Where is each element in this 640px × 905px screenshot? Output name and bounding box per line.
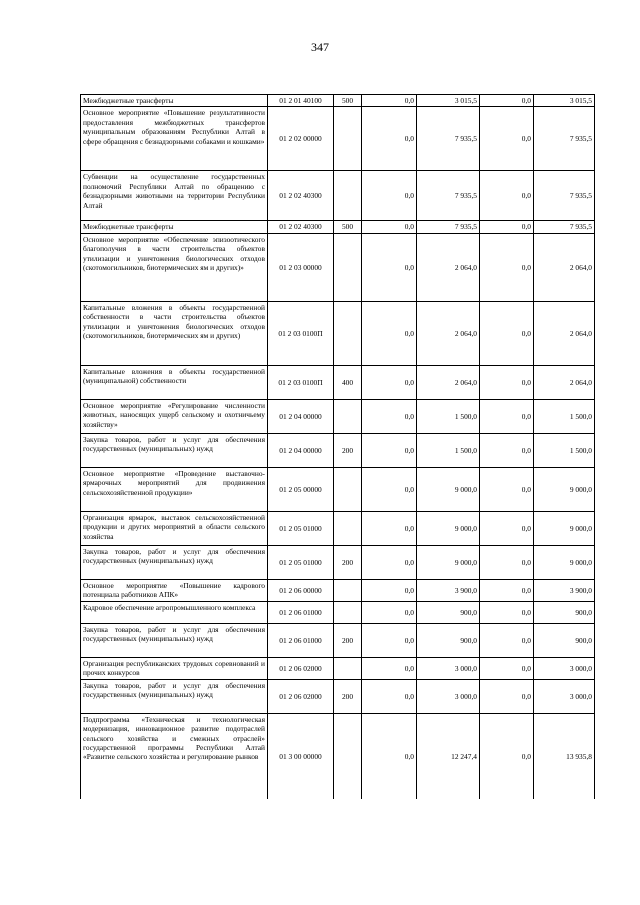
row-value-4: 9 000,0 [534,467,595,511]
row-value-2: 900,0 [417,601,480,623]
row-name: Межбюджетные трансферты [81,95,268,107]
row-value-4: 2 064,0 [534,301,595,365]
table-row [81,623,595,657]
row-code: 01 2 03 0100П [268,365,334,399]
row-value-2: 3 015,5 [417,95,480,107]
row-value-2: 3 900,0 [417,579,480,601]
row-value-4: 13 935,8 [534,713,595,799]
row-code: 01 2 05 01000 [268,545,334,579]
row-value-1: 0,0 [362,545,417,579]
row-code: 01 2 05 00000 [268,467,334,511]
row-value-4: 1 500,0 [534,433,595,467]
row-value-3: 0,0 [480,579,534,601]
row-value-3: 0,0 [480,365,534,399]
row-value-3: 0,0 [480,433,534,467]
row-value-3: 0,0 [480,301,534,365]
table-body [81,95,595,800]
table-row [81,579,595,601]
row-value-2: 900,0 [417,623,480,657]
row-expense-type [334,657,362,679]
row-name: Закупка товаров, работ и услуг для обеспечения государственных (муниципальных) нужд [81,545,268,579]
table-row [81,433,595,467]
row-value-1: 0,0 [362,301,417,365]
row-value-3: 0,0 [480,221,534,233]
table-row [81,511,595,545]
row-expense-type: 200 [334,679,362,713]
row-name: Основное мероприятие «Регулирование численности животных, наносящих ущерб сельскому и охотничьему хозяйству» [81,399,268,433]
row-expense-type: 200 [334,433,362,467]
row-value-3: 0,0 [480,95,534,107]
row-code: 01 2 06 02000 [268,679,334,713]
row-name: Закупка товаров, работ и услуг для обеспечения государственных (муниципальных) нужд [81,679,268,713]
row-value-4: 900,0 [534,601,595,623]
row-value-3: 0,0 [480,679,534,713]
row-name: Основное мероприятие «Проведение выставочно-ярмарочных мероприятий для продвижения сельскохозяйственной продукции» [81,467,268,511]
row-code: 01 2 06 02000 [268,657,334,679]
row-value-1: 0,0 [362,171,417,221]
page-number: 347 [311,40,329,54]
row-code: 01 2 02 00000 [268,107,334,171]
row-name: Закупка товаров, работ и услуг для обеспечения государственных (муниципальных) нужд [81,433,268,467]
row-code: 01 2 01 40100 [268,95,334,107]
row-value-3: 0,0 [480,623,534,657]
table-row [81,601,595,623]
row-value-4: 7 935,5 [534,221,595,233]
row-value-1: 0,0 [362,233,417,301]
row-value-1: 0,0 [362,601,417,623]
row-expense-type [334,511,362,545]
row-code: 01 2 02 40300 [268,221,334,233]
row-value-4: 9 000,0 [534,511,595,545]
row-value-4: 7 935,5 [534,107,595,171]
row-value-4: 7 935,5 [534,171,595,221]
row-code: 01 2 06 01000 [268,623,334,657]
row-value-4: 2 064,0 [534,233,595,301]
row-expense-type [334,301,362,365]
row-name: Межбюджетные трансферты [81,221,268,233]
row-expense-type [334,713,362,799]
row-name: Основное мероприятие «Повышение кадрового потенциала работников АПК» [81,579,268,601]
row-value-3: 0,0 [480,467,534,511]
row-name: Организация ярмарок, выставок сельскохозяйственной продукции и других мероприятий в области сельского хозяйства [81,511,268,545]
row-expense-type: 500 [334,221,362,233]
row-name: Основное мероприятие «Повышение результативности предоставления межбюджетных трансфертов муниципальным образованиям Республики Алтай в сфере обращения с безнадзорными собаками и кошками» [81,107,268,171]
row-value-3: 0,0 [480,233,534,301]
row-expense-type [334,399,362,433]
budget-table [80,94,595,799]
row-value-4: 3 900,0 [534,579,595,601]
row-name: Подпрограмма «Техническая и технологическая модернизация, инновационное развитие подотраслей сельского хозяйства и смежных отраслей» государственной программы Республики Алтай «Развитие сельского хозяйства и регулирование рынков [81,713,268,799]
row-name: Основное мероприятие «Обеспечение эпизоотического благополучия в части строительства объектов утилизации и уничтожения биологических отходов (скотомогильников, биотермических ям и других)» [81,233,268,301]
row-value-3: 0,0 [480,399,534,433]
row-value-1: 0,0 [362,467,417,511]
row-code: 01 2 02 40300 [268,171,334,221]
row-value-1: 0,0 [362,579,417,601]
row-value-1: 0,0 [362,679,417,713]
table-row [81,467,595,511]
row-value-4: 3 015,5 [534,95,595,107]
table-row [81,657,595,679]
row-value-3: 0,0 [480,511,534,545]
row-value-3: 0,0 [480,171,534,221]
row-value-2: 1 500,0 [417,433,480,467]
row-code: 01 2 04 00000 [268,399,334,433]
row-code: 01 2 05 01000 [268,511,334,545]
row-code: 01 2 06 00000 [268,579,334,601]
row-code: 01 2 03 00000 [268,233,334,301]
row-value-3: 0,0 [480,601,534,623]
row-expense-type [334,601,362,623]
row-value-3: 0,0 [480,107,534,171]
row-value-4: 3 000,0 [534,657,595,679]
row-value-1: 0,0 [362,95,417,107]
table-row [81,171,595,221]
row-name: Капитальные вложения в объекты государственной (муниципальной) собственности [81,365,268,399]
row-value-2: 9 000,0 [417,545,480,579]
table-row [81,545,595,579]
row-value-4: 900,0 [534,623,595,657]
row-value-2: 9 000,0 [417,511,480,545]
row-name: Организация республиканских трудовых соревнований и прочих конкурсов [81,657,268,679]
row-value-2: 3 000,0 [417,657,480,679]
row-value-3: 0,0 [480,713,534,799]
row-value-2: 12 247,4 [417,713,480,799]
row-value-4: 1 500,0 [534,399,595,433]
row-expense-type: 200 [334,545,362,579]
row-code: 01 2 04 00000 [268,433,334,467]
row-value-2: 2 064,0 [417,233,480,301]
row-value-1: 0,0 [362,511,417,545]
row-expense-type: 500 [334,95,362,107]
row-name: Кадровое обеспечение агропромышленного комплекса [81,601,268,623]
row-expense-type [334,107,362,171]
row-expense-type [334,233,362,301]
row-expense-type [334,467,362,511]
row-name: Капитальные вложения в объекты государственной собственности в части строительства объектов утилизации и уничтожения биологических отходов (скотомогильников, биотермических ям и других) [81,301,268,365]
row-value-3: 0,0 [480,545,534,579]
row-expense-type [334,579,362,601]
row-value-2: 1 500,0 [417,399,480,433]
table-row [81,679,595,713]
row-expense-type [334,171,362,221]
table-row [81,399,595,433]
row-value-4: 2 064,0 [534,365,595,399]
row-value-3: 0,0 [480,657,534,679]
table-row [81,713,595,799]
row-value-2: 7 935,5 [417,107,480,171]
row-value-4: 3 000,0 [534,679,595,713]
row-value-2: 7 935,5 [417,171,480,221]
table-row [81,233,595,301]
row-value-2: 7 935,5 [417,221,480,233]
row-value-2: 9 000,0 [417,467,480,511]
row-value-1: 0,0 [362,399,417,433]
table-row [81,221,595,233]
table-row [81,301,595,365]
row-name: Закупка товаров, работ и услуг для обеспечения государственных (муниципальных) нужд [81,623,268,657]
row-value-1: 0,0 [362,657,417,679]
row-value-1: 0,0 [362,107,417,171]
row-value-1: 0,0 [362,365,417,399]
row-value-1: 0,0 [362,623,417,657]
row-code: 01 2 06 01000 [268,601,334,623]
row-code: 01 2 03 0100П [268,301,334,365]
row-value-2: 2 064,0 [417,365,480,399]
row-value-2: 3 000,0 [417,679,480,713]
row-value-1: 0,0 [362,433,417,467]
row-expense-type: 200 [334,623,362,657]
row-value-4: 9 000,0 [534,545,595,579]
table-row [81,95,595,107]
row-value-2: 2 064,0 [417,301,480,365]
row-value-1: 0,0 [362,713,417,799]
table-row [81,107,595,171]
row-value-1: 0,0 [362,221,417,233]
row-code: 01 3 00 00000 [268,713,334,799]
table-row [81,365,595,399]
row-expense-type: 400 [334,365,362,399]
row-name: Субвенции на осуществление государственных полномочий Республики Алтай по обращению с безнадзорными животными на территории Республики Алтай [81,171,268,221]
